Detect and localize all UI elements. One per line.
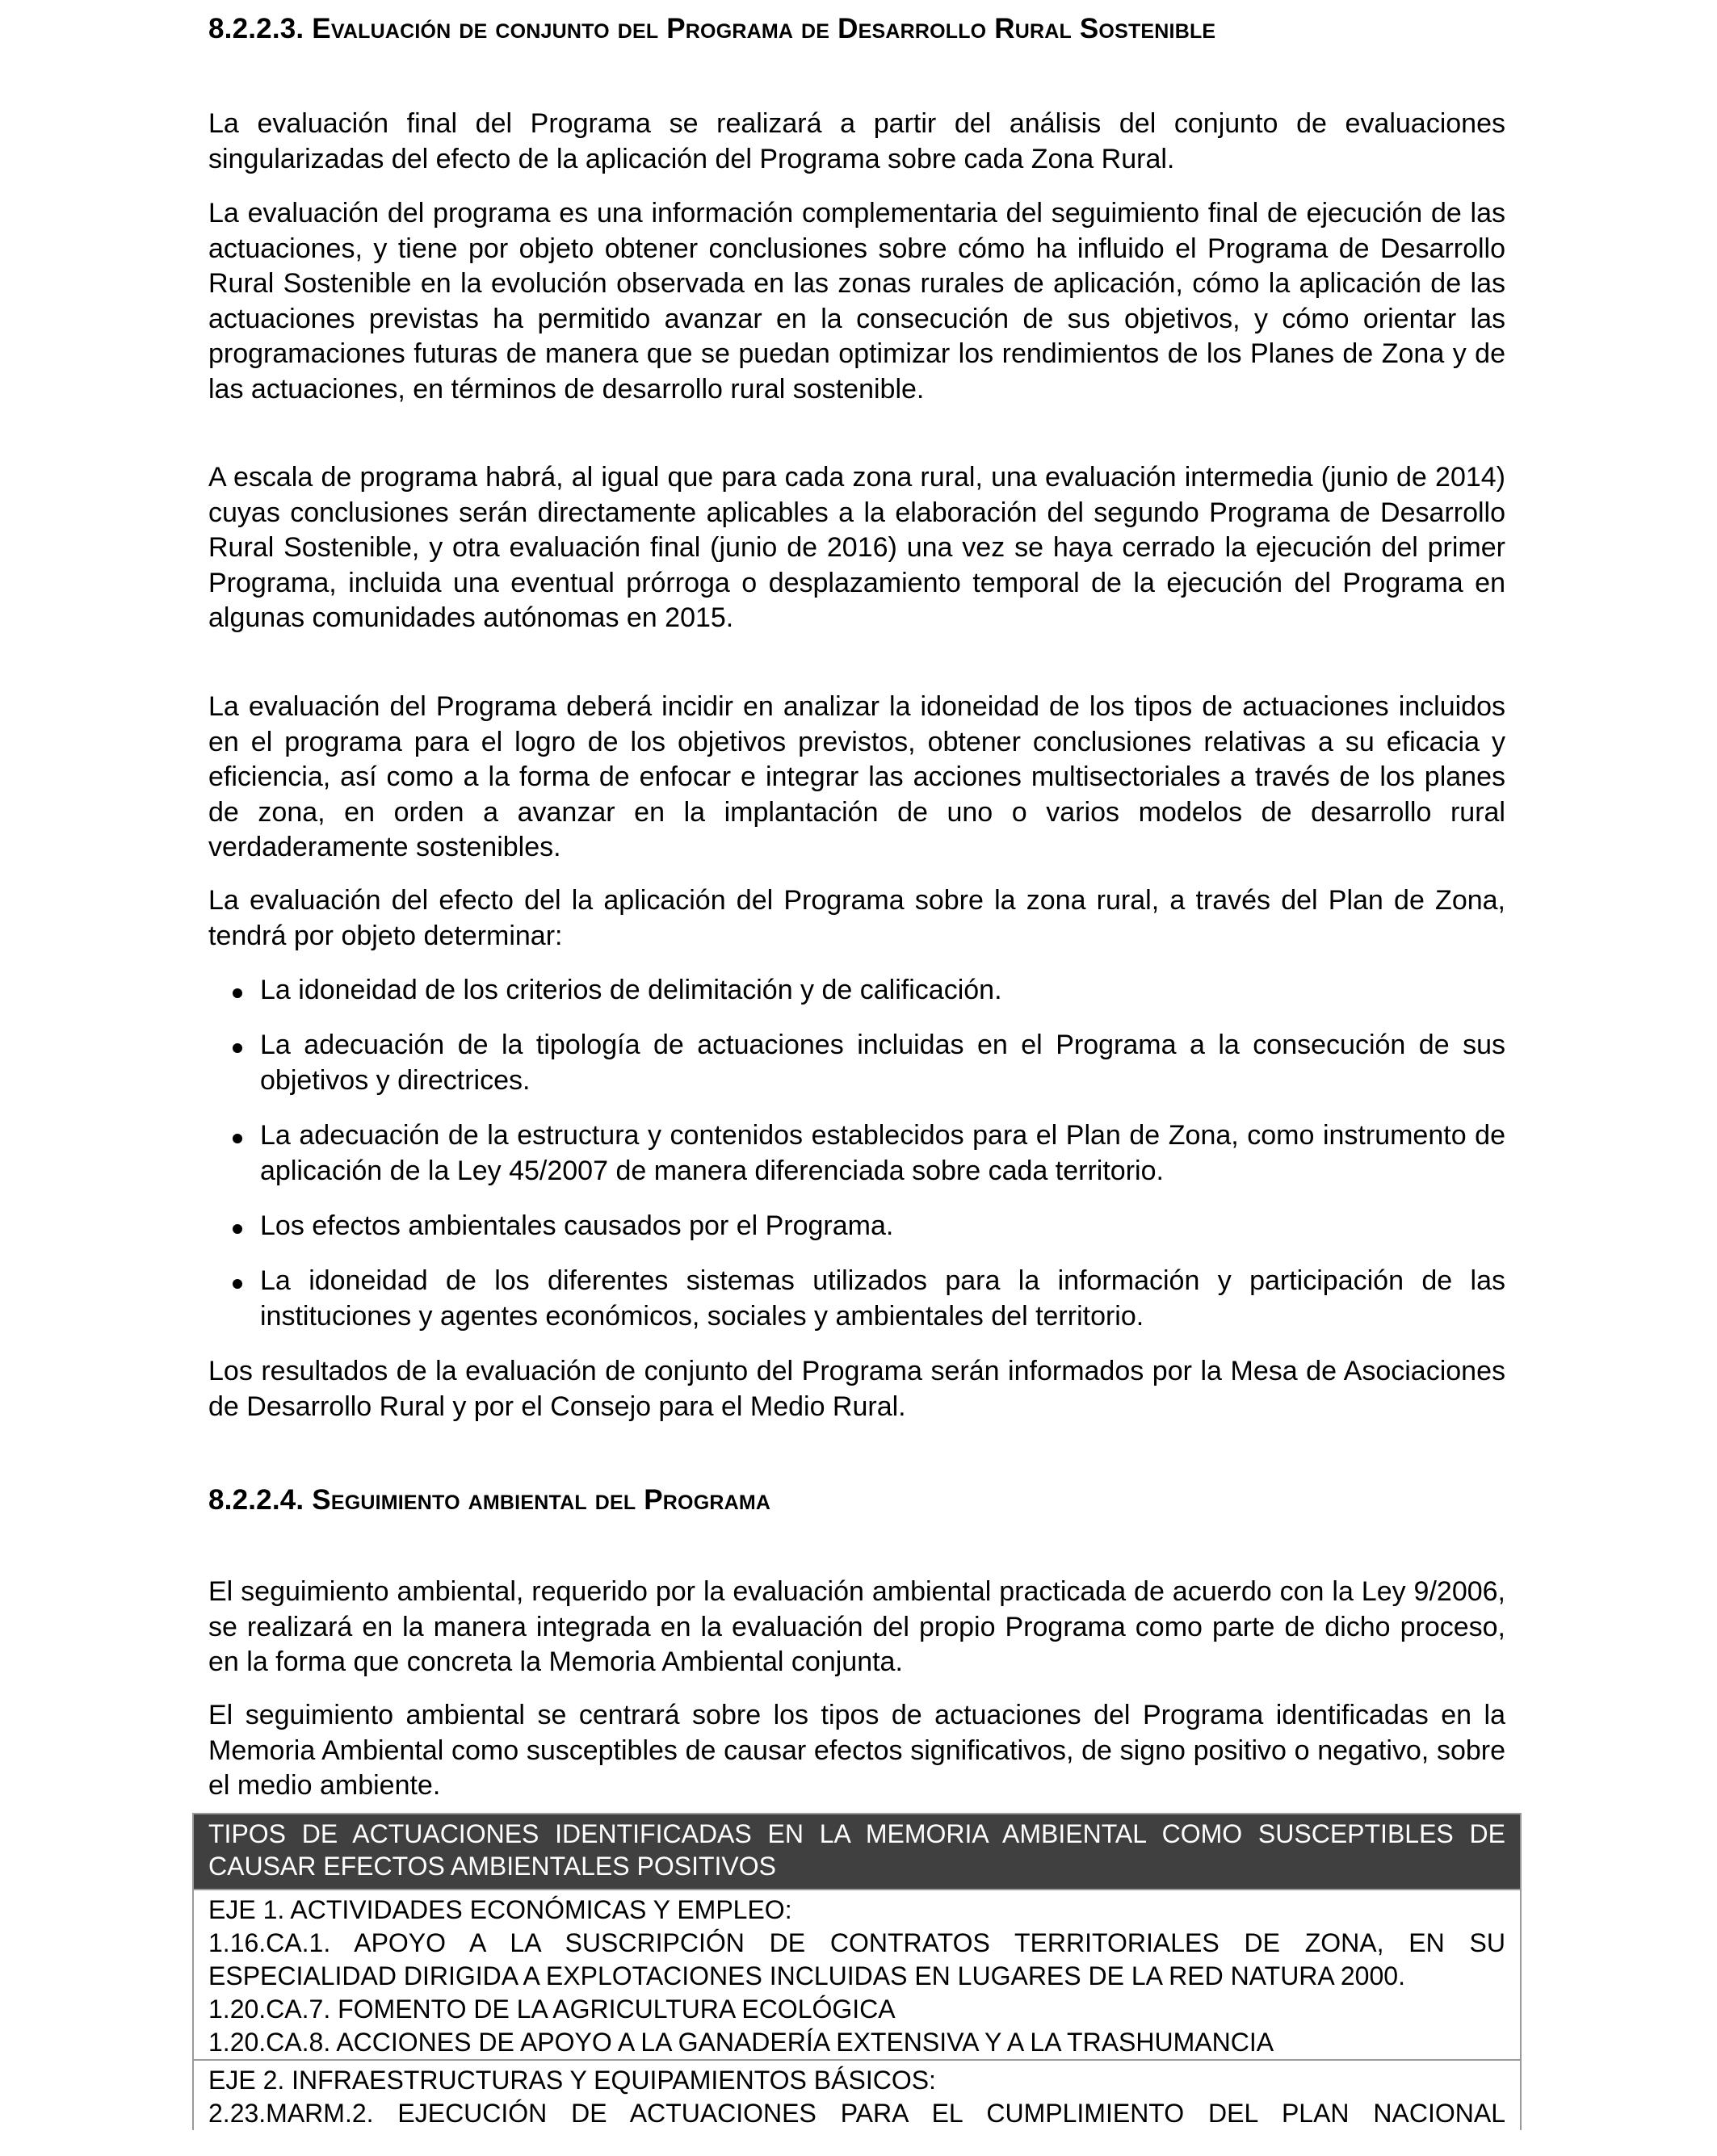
list-item-text: Los efectos ambientales causados por el Programa. [260,1210,894,1241]
list-item-text: La adecuación de la estructura y contenidos establecidos para el Plan de Zona, como instrumento de aplicación de la Ley 45/2007 de manera diferenciada sobre cada territorio. [260,1120,1505,1186]
table-row: 1.20.CA.8. ACCIONES DE APOYO A LA GANADERÍA EXTENSIVA Y A LA TRASHUMANCIA [208,2028,1274,2057]
paragraph: La evaluación del programa es una información complementaria del seguimiento final de ejecución de las actuaciones, y tiene por objeto obtener conclusiones sobre cómo ha influido el Programa de Desarrollo Rural Sostenible en la evolución observada en las zonas rurales de aplicación, cómo la aplicación de las actuaciones previstas ha permitido avanzar en la consecución de sus objetivos, y cómo orientar las programaciones futuras de manera que se puedan optimizar los rendimientos de los Planes de Zona y de las actuaciones, en términos de desarrollo rural sostenible. [208,198,1505,405]
group-title: EJE 2. INFRAESTRUCTURAS Y EQUIPAMIENTOS BÁSICOS: [208,2066,936,2095]
bullet-icon [233,988,242,998]
section-number: 8.2.2.3. [208,13,304,44]
section-title: Seguimiento ambiental del Programa [312,1484,771,1516]
paragraph: La evaluación final del Programa se realizará a partir del análisis del conjunto de evaluaciones singularizadas del efecto de la aplicación del Programa sobre cada Zona Rural. [208,108,1505,174]
bullet-icon [233,1134,242,1143]
table-row: 1.20.CA.7. FOMENTO DE LA AGRICULTURA ECOLÓGICA [208,1995,896,2024]
paragraph: El seguimiento ambiental se centrará sobre los tipos de actuaciones del Programa identificadas en la Memoria Ambiental como susceptibles de causar efectos significativos, de signo positivo o negativo, sobre el medio ambiente. [208,1700,1505,1801]
list-item [208,1264,1505,1334]
bullet-icon [233,1224,242,1234]
table-group [194,1889,1520,2059]
actions-table [192,1813,1522,2130]
list-item [208,973,1505,1009]
list-item [208,1209,1505,1244]
bullet-icon [233,1043,242,1053]
table-row: 1.16.CA.1. APOYO A LA SUSCRIPCIÓN DE CONTRATOS TERRITORIALES DE ZONA, EN SU ESPECIALIDAD DIRIGIDA A EXPLOTACIONES INCLUIDAS EN LUGARES DE LA RED NATURA 2000. [208,1928,1505,1990]
list-item-text: La adecuación de la tipología de actuaciones incluidas en el Programa a la consecución de sus objetivos y directrices. [260,1030,1505,1096]
table-header: TIPOS DE ACTUACIONES IDENTIFICADAS EN LA MEMORIA AMBIENTAL COMO SUSCEPTIBLES DE CAUSAR EFECTOS AMBIENTALES POSITIVOS [194,1814,1520,1889]
bullet-icon [233,1279,242,1289]
closing-paragraph: Los resultados de la evaluación de conjunto del Programa serán informados por la Mesa de Asociaciones de Desarrollo Rural y por el Consejo para el Medio Rural. [208,1356,1505,1422]
table-row: 2.23.MARM.2. EJECUCIÓN DE ACTUACIONES PARA EL CUMPLIMIENTO DEL PLAN NACIONAL [208,2099,1505,2128]
paragraph: El seguimiento ambiental, requerido por la evaluación ambiental practicada de acuerdo con la Ley 9/2006, se realizará en la manera integrada en la evaluación del propio Programa como parte de dicho proceso, en la forma que concreta la Memoria Ambiental conjunta. [208,1576,1505,1677]
list-item [208,1028,1505,1098]
paragraph: La evaluación del efecto del la aplicación del Programa sobre la zona rural, a través del Plan de Zona, tendrá por objeto determinar: [208,885,1505,951]
list-item [208,1118,1505,1189]
table-group [194,2059,1520,2130]
group-title: EJE 1. ACTIVIDADES ECONÓMICAS Y EMPLEO: [208,1895,792,1924]
section-number: 8.2.2.4. [208,1484,304,1516]
paragraph: La evaluación del Programa deberá incidir en analizar la idoneidad de los tipos de actuaciones incluidos en el programa para el logro de los objetivos previstos, obtener conclusiones relativas a su eficacia y eficiencia, así como a la forma de enfocar e integrar las acciones multisectoriales a través de los planes de zona, en orden a avanzar en la implantación de uno o varios modelos de desarrollo rural verdaderamente sostenibles. [208,691,1505,862]
section-title: Evaluación de conjunto del Programa de Desarrollo Rural Sostenible [312,13,1216,44]
list-item-text: La idoneidad de los criterios de delimitación y de calificación. [260,975,1002,1005]
section-heading-8-2-2-4 [208,1483,1505,1518]
list-item-text: La idoneidad de los diferentes sistemas utilizados para la información y participación de las instituciones y agentes económicos, sociales y ambientales del territorio. [260,1265,1505,1332]
section-heading-8-2-2-3 [208,11,1505,47]
paragraph: A escala de programa habrá, al igual que para cada zona rural, una evaluación intermedia (junio de 2014) cuyas conclusiones serán directamente aplicables a la elaboración del segundo Programa de Desarrollo Rural Sostenible, y otra evaluación final (junio de 2016) una vez se haya cerrado la ejecución del primer Programa, incluida una eventual prórroga o desplazamiento temporal de la ejecución del Programa en algunas comunidades autónomas en 2015. [208,462,1505,633]
